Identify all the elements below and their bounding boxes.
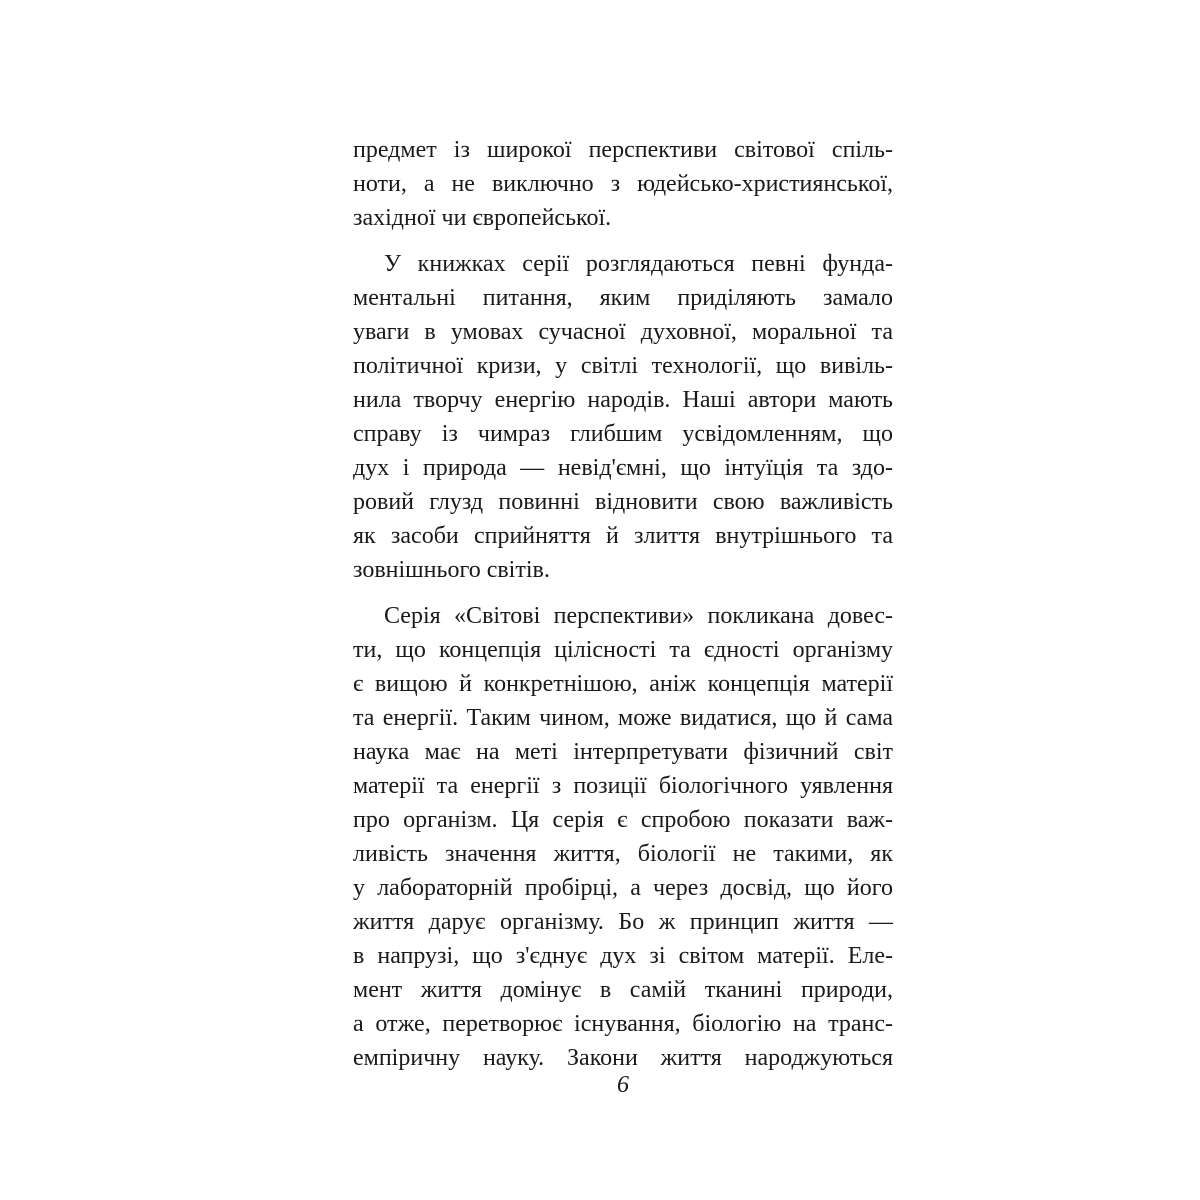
text-line: нила творчу енергію народів. Наші автори мають <box>353 387 893 413</box>
text-line: емпіричну науку. Закони життя народжуються <box>353 1045 893 1071</box>
text-line: політичної кризи, у світлі технології, що вивіль- <box>353 353 893 379</box>
text-line: у лабораторній пробірці, а через досвід, що його <box>353 875 893 901</box>
text-line: є вищою й конкретнішою, аніж концепція матерії <box>353 671 893 697</box>
text-line: зовнішнього світів. <box>353 557 550 583</box>
text-line: ровий глузд повинні відновити свою важливість <box>353 489 893 515</box>
text-line: справу із чимраз глибшим усвідомленням, що <box>353 421 893 447</box>
page-number: 6 <box>617 1072 629 1098</box>
text-line: як засоби сприйняття й злиття внутрішнього та <box>353 523 893 549</box>
text-block <box>353 133 893 1073</box>
text-line: життя дарує організму. Бо ж принцип життя — <box>353 909 893 935</box>
text-line: ноти, а не виключно з юдейсько-християнської, <box>353 171 893 197</box>
text-line: про організм. Ця серія є спробою показати важ- <box>353 807 893 833</box>
text-line: предмет із широкої перспективи світової спіль- <box>353 137 893 163</box>
text-line: мент життя домінує в самій тканині природи, <box>353 977 893 1003</box>
text-line: матерії та енергії з позиції біологічного уявлення <box>353 773 893 799</box>
text-line: ментальні питання, яким приділяють замало <box>353 285 893 311</box>
text-line: ливість значення життя, біології не такими, як <box>353 841 893 867</box>
text-line: Серія «Світові перспективи» покликана довес- <box>384 603 893 629</box>
text-line: дух і природа — невід'ємні, що інтуїція та здо- <box>353 455 893 481</box>
text-line: та енергії. Таким чином, може видатися, що й сама <box>353 705 893 731</box>
text-line: західної чи європейської. <box>353 205 612 231</box>
text-line: в напрузі, що з'єднує дух зі світом матерії. Еле- <box>353 943 893 969</box>
text-line: У книжках серії розглядаються певні фунда- <box>384 251 893 277</box>
text-line: ти, що концепція цілісності та єдності організму <box>353 637 893 663</box>
text-line: а отже, перетворює існування, біологію на транс- <box>353 1011 893 1037</box>
text-line: уваги в умовах сучасної духовної, моральної та <box>353 319 893 345</box>
text-line: наука має на меті інтерпретувати фізичний світ <box>353 739 893 765</box>
